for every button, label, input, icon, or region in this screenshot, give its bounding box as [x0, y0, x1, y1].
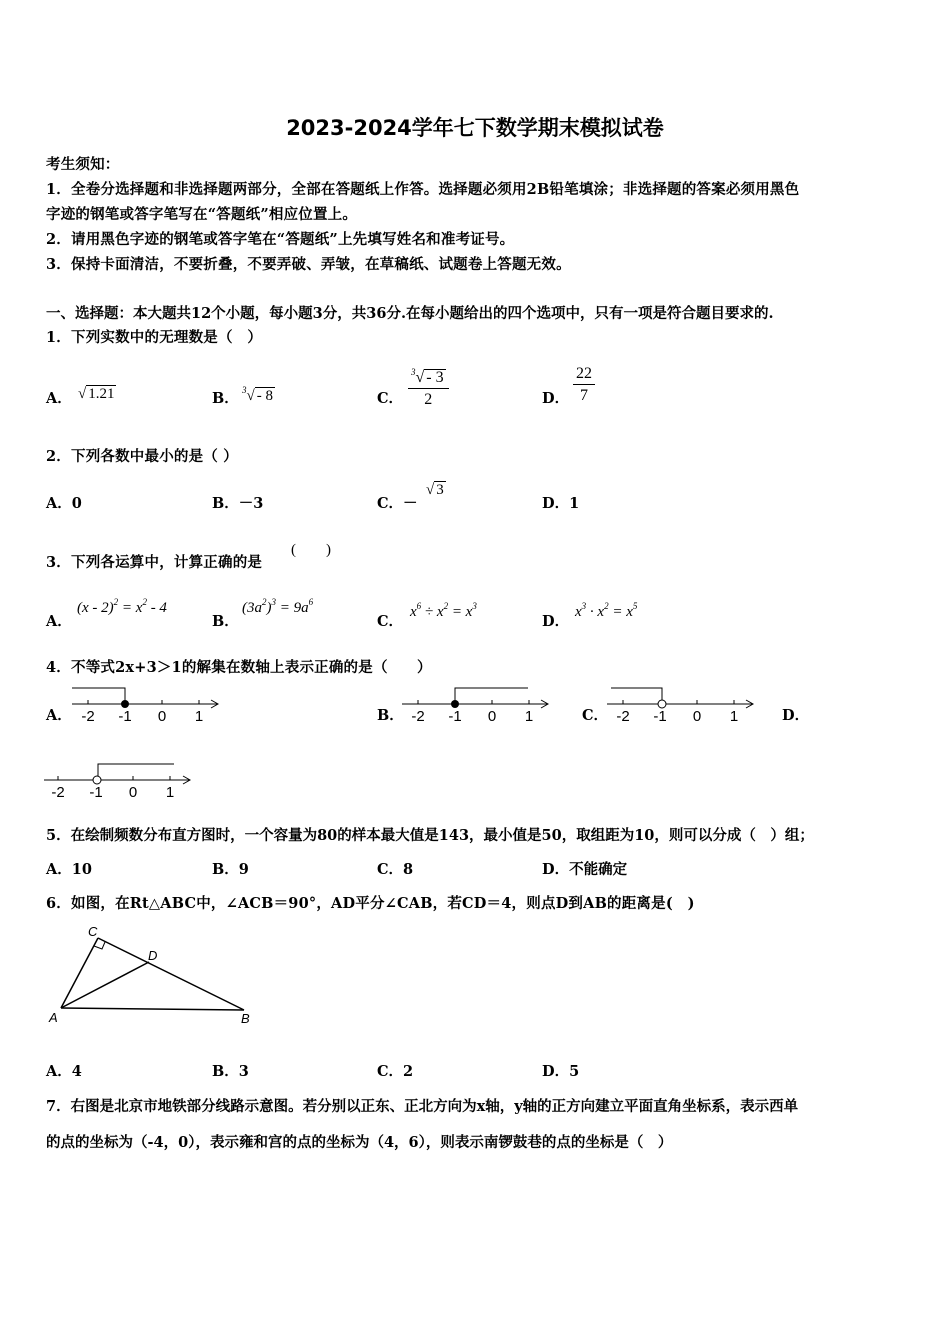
q6-point-a: A — [49, 1010, 58, 1025]
q7-line-1: 7．右图是北京市地铁部分线路示意图。若分别以正东、正北方向为x轴，y轴的正方向建立平面直角坐标系，表示西单 — [46, 1098, 799, 1115]
q3-d-x: x — [575, 604, 582, 620]
q1-stem: 1．下列实数中的无理数是（ ） — [46, 329, 263, 346]
section-heading: 一、选择题：本大题共12个小题，每小题3分，共36分.在每小题给出的四个选项中，只有一项是符合题目要求的. — [46, 305, 774, 322]
notice-line-3: 2．请用黑色字迹的钢笔或答字笔在“答题纸”上先填写姓名和准考证号。 — [46, 231, 515, 248]
q3-label-b: B． — [212, 613, 239, 630]
q3-option-b — [242, 597, 313, 617]
notice-heading: 考生须知： — [46, 156, 120, 173]
q3-d-dot: · x — [586, 604, 605, 620]
q1-label-c: C． — [377, 390, 404, 407]
q2-option-a: A．0 — [46, 495, 82, 512]
q1-c-denominator: 2 — [424, 391, 433, 408]
q3-d-e1: 3 — [581, 601, 587, 611]
q1-option-b: $^3$√ - 8 — [242, 385, 273, 404]
q4-a-tick-1: -1 — [118, 708, 132, 725]
q3-stem: 3．下列各运算中，计算正确的是 — [46, 554, 263, 571]
q4-b-tick-2: 0 — [487, 708, 497, 725]
q3-b-close: ) — [266, 600, 272, 616]
q3-d-e3: 5 — [632, 601, 638, 611]
q3-c-div: ÷ x — [421, 604, 444, 620]
q6-option-c: C．2 — [377, 1063, 414, 1080]
q3-a-mid: = x — [118, 600, 143, 616]
q2-option-c-radical: √ 3 — [426, 482, 444, 498]
q4-a-tick-2: 0 — [157, 708, 167, 725]
q4-label-a: A． — [46, 707, 72, 724]
q1-option-c: $\frac{^3√ - 3}{2}$ — [408, 362, 449, 411]
q4-d-tick-0: -2 — [51, 784, 65, 801]
page-title: 2023-2024学年七下数学期末模拟试卷 — [286, 116, 664, 140]
q4-c-tick-1: -1 — [653, 708, 667, 725]
q4-numberline-a — [70, 684, 225, 728]
notice-line-2: 字迹的钢笔或答字笔写在“答题纸”相应位置上。 — [46, 206, 358, 223]
q3-a-exp2: 2 — [142, 597, 147, 607]
q1-c-radicand: - 3 — [426, 369, 444, 386]
q4-a-tick-0: -2 — [81, 708, 95, 725]
q3-option-d — [575, 601, 637, 621]
q1-option-a: √ 1.21 — [78, 386, 115, 402]
q6-triangle-figure — [44, 922, 264, 1030]
q4-numberline-d — [42, 760, 197, 804]
q1-a-radicand: 1.21 — [88, 386, 115, 402]
q2-stem: 2．下列各数中最小的是（ ） — [46, 448, 238, 465]
q5-option-d: D．不能确定 — [542, 861, 628, 878]
q1-d-denominator: 7 — [580, 387, 588, 404]
q6-option-a: A．4 — [46, 1063, 82, 1080]
q1-d-numerator: 22 — [573, 364, 595, 385]
q4-b-tick-1: -1 — [448, 708, 462, 725]
q2-option-d: D．1 — [542, 495, 580, 512]
q4-stem: 4．不等式2x+3＞1的解集在数轴上表示正确的是（ ） — [46, 659, 432, 676]
q4-a-tick-3: 1 — [194, 708, 204, 725]
q3-b-exp3: 6 — [308, 597, 314, 607]
q1-label-b: B． — [212, 390, 239, 407]
q5-option-a: A．10 — [46, 861, 92, 878]
q4-numberline-b — [400, 684, 555, 728]
q4-b-tick-0: -2 — [411, 708, 425, 725]
q3-paren: ( ) — [291, 542, 331, 558]
q3-b-exp2: 3 — [271, 597, 276, 607]
q1-b-index: 3 — [242, 385, 247, 395]
q2-c-radicand: 3 — [436, 482, 444, 498]
q4-d-tick-2: 0 — [128, 784, 138, 801]
q7-line-2: 的点的坐标为（-4，0），表示雍和宫的点的坐标为（4，6），则表示南锣鼓巷的点的坐标是（ ） — [46, 1134, 673, 1151]
q4-label-d: D． — [782, 707, 810, 724]
q1-c-index: 3 — [411, 367, 416, 377]
q6-option-b: B．3 — [212, 1063, 249, 1080]
q5-stem: 5．在绘制频数分布直方图时，一个容量为80的样本最大值是143，最小值是50，取组距为10，则可以分成（ ）组； — [46, 827, 814, 844]
q4-c-tick-2: 0 — [692, 708, 702, 725]
q4-b-tick-3: 1 — [524, 708, 534, 725]
q3-c-eq: = x — [448, 604, 473, 620]
q3-b-base: (3a — [242, 600, 262, 616]
q3-a-exp1: 2 — [113, 597, 119, 607]
q3-label-d: D． — [542, 613, 570, 630]
q4-d-tick-1: -1 — [89, 784, 103, 801]
q3-option-a — [77, 597, 167, 617]
q3-a-tail: - 4 — [146, 600, 167, 616]
q3-c-x: x — [410, 604, 417, 620]
q4-c-tick-0: -2 — [616, 708, 630, 725]
q6-stem: 6．如图，在Rt△ABC中，∠ACB＝90°，AD平分∠CAB，若CD＝4，则点D到AB的距离是( ) — [46, 895, 695, 912]
q5-option-c: C．8 — [377, 861, 414, 878]
q3-d-eq: = x — [608, 604, 633, 620]
q4-label-b: B． — [377, 707, 404, 724]
q6-point-d: D — [148, 948, 158, 963]
q4-numberline-c — [605, 684, 760, 728]
q3-option-c — [410, 601, 477, 621]
notice-line-4: 3．保持卡面清洁，不要折叠，不要弄破、弄皱，在草稿纸、试题卷上答题无效。 — [46, 256, 571, 273]
notice-line-1: 1．全卷分选择题和非选择题两部分，全部在答题纸上作答。选择题必须用2B铅笔填涂；非选择题的答案必须用黑色 — [46, 181, 800, 198]
q5-option-b: B．9 — [212, 861, 249, 878]
q6-option-d: D．5 — [542, 1063, 580, 1080]
q1-label-a: A． — [46, 390, 72, 407]
q1-b-radicand: - 8 — [256, 388, 273, 404]
q3-c-e1: 6 — [416, 601, 422, 611]
q6-point-b: B — [241, 1011, 250, 1026]
q2-option-b: B．－3 — [212, 495, 264, 512]
q3-a-base: (x - 2) — [77, 600, 114, 616]
q4-label-c: C． — [582, 707, 609, 724]
q4-c-tick-3: 1 — [729, 708, 739, 725]
q2-option-c: C．－ — [377, 495, 418, 512]
q3-b-mid: = 9a — [276, 600, 309, 616]
q3-b-exp1: 2 — [262, 597, 267, 607]
q4-d-tick-3: 1 — [165, 784, 175, 801]
q6-point-c: C — [88, 924, 98, 939]
q3-label-a: A． — [46, 613, 72, 630]
q3-c-e2: 2 — [443, 601, 449, 611]
q1-label-d: D． — [542, 390, 570, 407]
q1-option-d — [573, 364, 595, 407]
q3-label-c: C． — [377, 613, 404, 630]
q3-c-e3: 3 — [472, 601, 477, 611]
q3-d-e2: 2 — [604, 601, 609, 611]
